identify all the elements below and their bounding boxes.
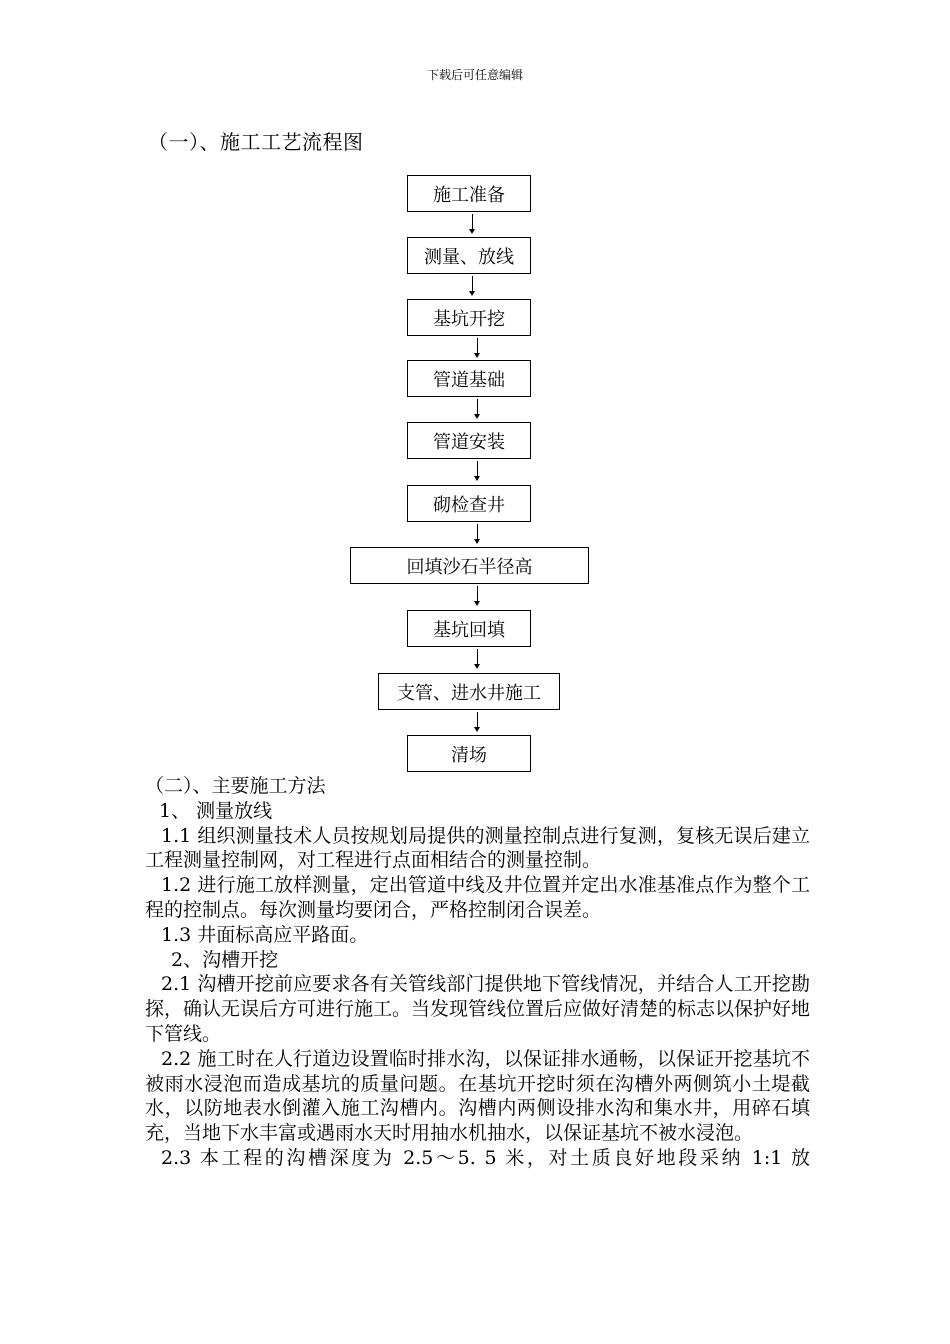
- flow-arrow: [463, 212, 483, 238]
- flow-arrow: [468, 336, 488, 362]
- flow-arrow: [468, 584, 488, 610]
- paragraph-2-1: 2.1 沟槽开挖前应要求各有关管线部门提供地下管线情况，并结合人工开挖勘探，确认无误后方可进行施工。当发现管线位置后应做好清楚的标志以保护好地下管线。: [145, 973, 811, 1045]
- paragraph-1: 1、 测量放线: [159, 799, 273, 822]
- flow-step-5: 管道安装: [407, 422, 531, 459]
- flow-arrow: [468, 647, 488, 673]
- section-title-flowchart: （一）、施工工艺流程图: [148, 130, 364, 154]
- paragraph-1-1: 1.1 组织测量技术人员按规划局提供的测量控制点进行复测，复核无误后建立工程测量控制网，对工程进行点面相结合的测量控制。: [145, 824, 810, 872]
- page-header-note: 下载后可任意编辑: [426, 68, 523, 82]
- flow-step-2: 测量、放线: [407, 237, 531, 274]
- flow-step-4: 管道基础: [407, 360, 531, 397]
- flow-arrow: [468, 397, 488, 423]
- flow-arrow: [468, 710, 488, 736]
- flow-step-1: 施工准备: [407, 175, 531, 212]
- flow-step-7: 回填沙石半径高: [350, 547, 589, 584]
- construction-methods-text: [145, 774, 810, 1171]
- flow-arrow: [463, 274, 483, 300]
- flow-step-3: 基坑开挖: [407, 299, 531, 336]
- paragraph-1-2: 1.2 进行施工放样测量，定出管道中线及井位置并定出水准基准点作为整个工程的控制点。每次测量均要闭合，严格控制闭合误差。: [145, 874, 810, 921]
- section-title-methods: （二）、主要施工方法: [145, 775, 326, 797]
- paragraph-1-3: 1.3 井面标高应平路面。: [161, 923, 369, 946]
- flow-step-9: 支管、进水井施工: [378, 673, 560, 710]
- paragraph-2-3: 2.3 本工程的沟槽深度为 2.5～5. 5 米，对土质良好地段采纳 1:1 放: [161, 1146, 810, 1169]
- flow-arrow: [468, 459, 488, 485]
- flow-step-10: 清场: [407, 735, 531, 772]
- paragraph-2: 2、沟槽开挖: [171, 948, 279, 971]
- flow-arrow: [468, 522, 488, 548]
- flow-step-6: 砌检查井: [407, 485, 531, 522]
- flow-step-8: 基坑回填: [407, 610, 531, 647]
- paragraph-2-2: 2.2 施工时在人行道边设置临时排水沟，以保证排水通畅，以保证开挖基坑不被雨水浸泡而造成基坑的质量问题。在基坑开挖时须在沟槽外两侧筑小土堤截水，以防地表水倒灌入施工沟槽内。沟槽内两侧设排水沟和集水井，用碎石填充，当地下水丰富或遇雨水天时用抽水机抽水，以保证基坑不被水浸泡。: [145, 1047, 810, 1145]
